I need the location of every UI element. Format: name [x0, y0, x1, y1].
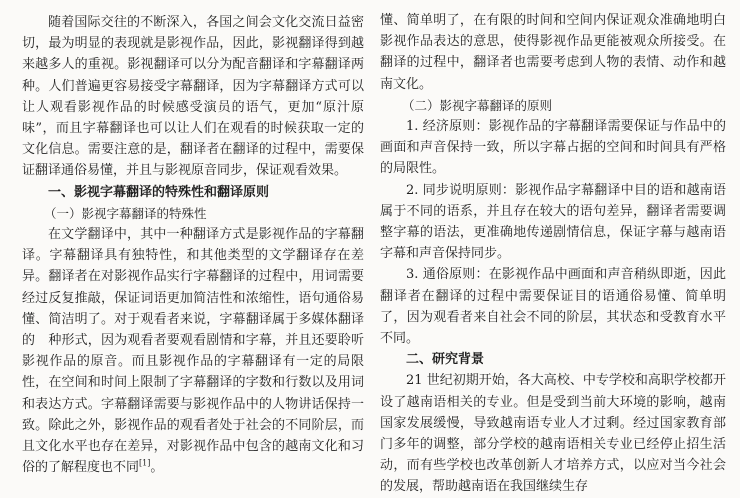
principle-economy: 1. 经济原则：影视作品的字幕翻译需要保证与作品中的画面和声音保持一致，所以字幕占据的空间和时间具有严格的局限性。 [380, 119, 726, 177]
right-column [380, 0, 726, 498]
specificity-text: 在文学翻译中，其中一种翻译方式是影视作品的字幕翻译。字幕翻译具有独特性，和其他类型的文学翻译存在差异。翻译者在对影视作品实行字幕翻译的过程中，用词需要经过反复推敲，保证词语更加简洁性和浓缩性，语句通俗易懂、简洁明了。对于观看者来说，字幕翻译属于多媒体翻译的 种形式，因为观看者要观看剧情和字幕，并且还要聆听影视作品的原音。而且影视作品的字幕翻译有一定的局限性，在空间和时间上限制了字幕翻译的字数和行数以及用词和表达方式。字幕翻译需要与影视作品中的人物讲话保持一致。除此之外，影视作品的观看者处于社会的不同阶层，而且文化水平也存在差异，对影视作品中包含的越南文化和习俗的了解程度也不同 [22, 227, 364, 476]
subsection-heading-2: （二）影视字幕翻译的原则 [402, 97, 553, 113]
principle-popular: 3. 通俗原则：在影视作品中画面和声音稍纵即逝，因此翻译者在翻译的过程中需要保证目的语通俗易懂、简单明了，因为观看者来自社会不同的阶层，其状态和受教育水平不同。 [380, 267, 726, 347]
section-heading-2: 二、研究背景 [406, 352, 485, 368]
specificity-tail: 。 [150, 460, 164, 476]
intro-paragraph: 随着国际交往的不断深入，各国之间会文化交流日益密切，最为明显的表现就是影视作品，因此，影视翻译得到越来越多人的重视。影视翻译可以分为配音翻译和字幕翻译两种。人们普遍更容易接受字幕翻译，因为字幕翻译方式可以让人观看影视作品的时候感受演员的语气，更加“原汁原味”，而且字幕翻译也可以让人们在观看的时候获取一定的文化信息。需要注意的是，翻译者在翻译的过程中，需要保证翻译通俗易懂，并且与影视原音同步，保证观看效果。 [22, 15, 364, 179]
specificity-paragraph [22, 224, 364, 478]
background-paragraph: 21 世纪初期开始，各大高校、中专学校和高职学校都开设了越南语相关的专业。但是受到当前大环境的影响，越南国家发展缓慢，导致越南语专业人才过剩。经过国家教育部门多年的调整，部分学校的越南语相关专业已经停止招生活动，而有些学校也改革创新人才培养方式，以应对当今社会的发展，帮助越南语在我国继续生存 [380, 373, 726, 495]
principle-sync: 2. 同步说明原则：影视作品字幕翻译中目的语和越南语属于不同的语系，并且存在较大的语句差异，翻译者需要调整字幕的语法，更准确地传递剧情信息，保证字幕与越南语字幕和声音保持同步。 [380, 182, 726, 262]
subsection-heading-1: （一）影视字幕翻译的特殊性 [44, 205, 207, 221]
left-column [22, 0, 364, 478]
citation-ref: [1] [139, 458, 151, 468]
section-heading-1: 一、影视字幕翻译的特殊性和翻译原则 [48, 184, 270, 200]
continued-paragraph: 懂、简单明了，在有限的时间和空间内保证观众准确地明白影视作品表达的意思，使得影视作品更能被观众所接受。在翻译的过程中，翻译者也需要考虑到人物的表情、动作和越南文化。 [380, 13, 726, 92]
